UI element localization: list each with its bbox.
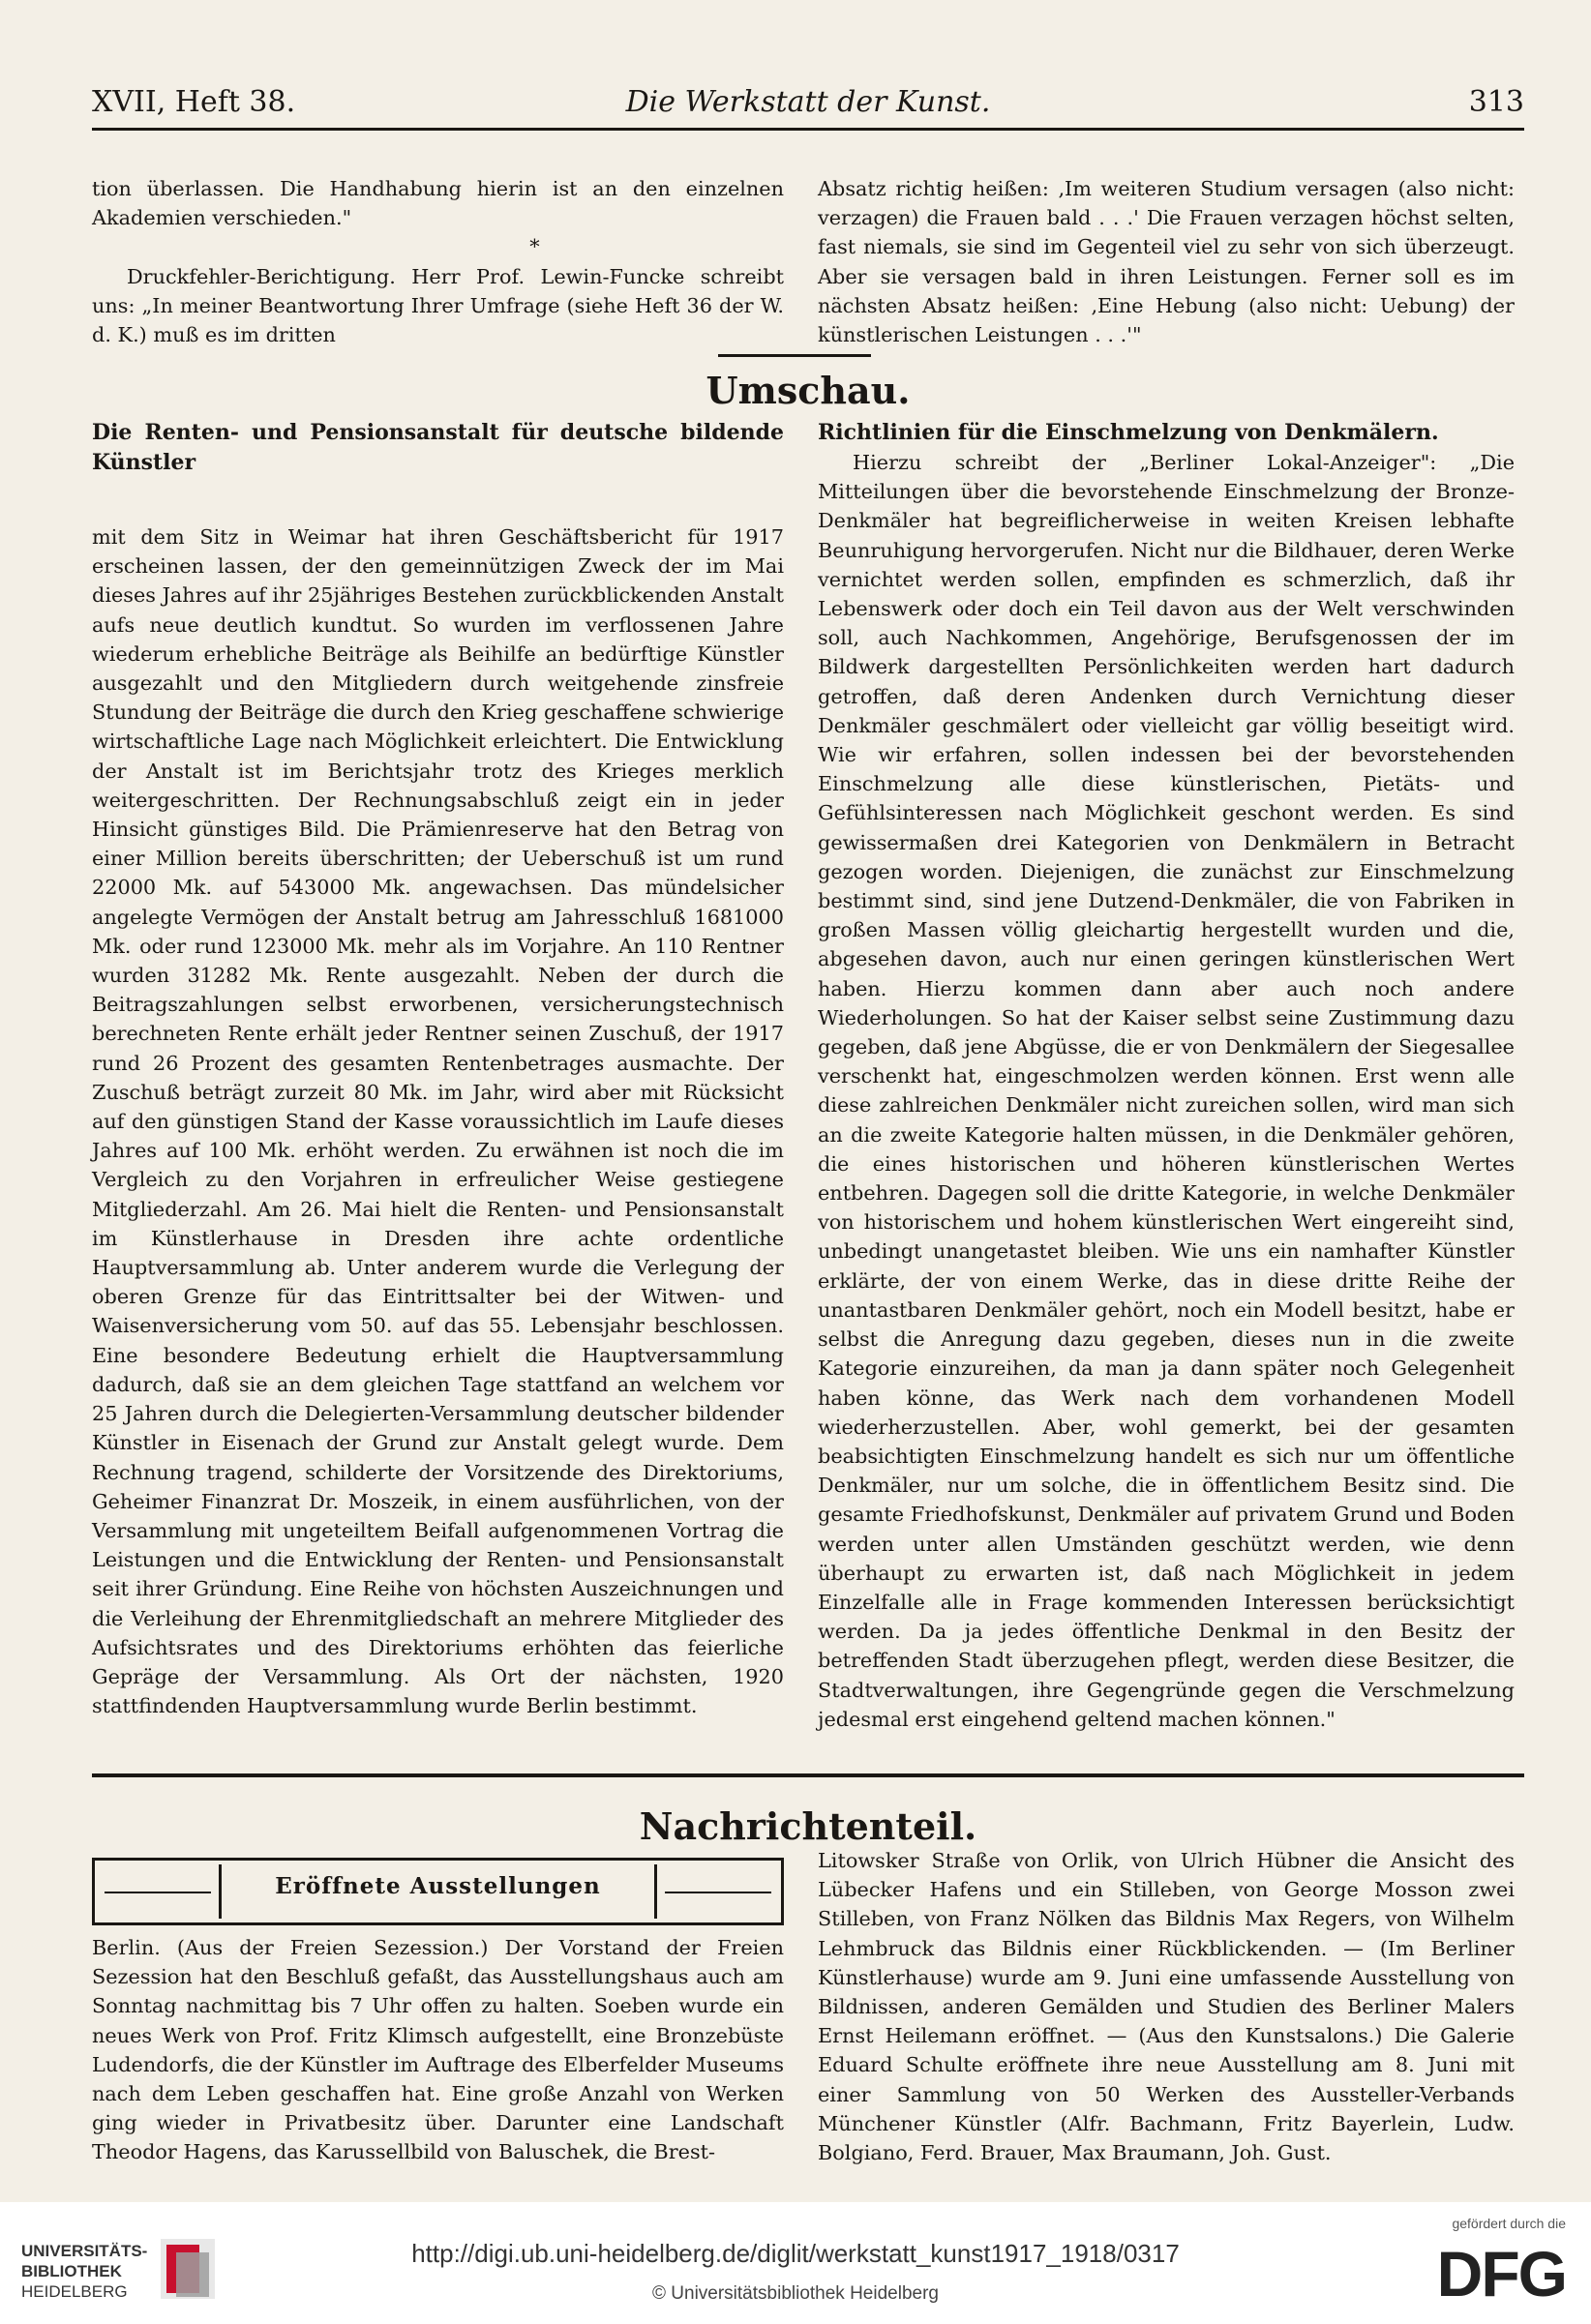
digitization-footer	[0, 2202, 1591, 2324]
exhibitions-box-label: Eröffnete Ausstellungen	[219, 1864, 657, 1919]
top-left-column	[92, 174, 784, 349]
funder-note: gefördert durch die	[1452, 2216, 1566, 2231]
top-left-paragraph-2: Druckfehler-Berichtigung. Herr Prof. Lewin-Funcke schreibt uns: „In meiner Beantwortung Ihrer Umfrage (siehe Heft 36 der W. d. K.) muß es im dritten	[92, 264, 784, 347]
box-right-line	[665, 1892, 771, 1893]
article-title-renten: Die Renten- und Pensionsanstalt für deutsche bildende Künstler	[92, 420, 784, 475]
nachrichten-right-column	[818, 1846, 1515, 2167]
section-rule	[92, 1773, 1524, 1777]
section-heading-umschau: Umschau.	[705, 369, 911, 412]
header-page-number: 313	[1468, 85, 1524, 119]
library-name-line3: HEIDELBERG	[21, 2282, 128, 2301]
top-left-paragraph-1: tion überlassen. Die Handhabung hierin ist an den einzelnen Akademien verschieden."	[92, 177, 784, 230]
exhibitions-box	[92, 1858, 784, 1925]
copyright-notice: © Universitätsbibliothek Heidelberg	[652, 2283, 939, 2304]
running-header	[92, 85, 1524, 134]
top-right-paragraph-1: Absatz richtig heißen: ‚Im weiteren Studium versagen (also nicht: verzagen) die Frauen bald . . .' Die Frauen verzagen höchst selten, fast niemals, sie sind im Gegenteil viel zu sehr von sich überzeugt. Aber sie versagen bald in ihren Leistungen. Ferner soll es im nächsten Absatz heißen: ‚Eine Hebung (also nicht: Uebung) der künstlerischen Leistungen . . .'"	[818, 177, 1515, 347]
article-body-renten: mit dem Sitz in Weimar hat ihren Geschäftsbericht für 1917 erscheinen lassen, der den gemeinnützigen Zweck der im Mai dieses Jahres auf ihr 25jähriges Bestehen zurückblickenden Anstalt aufs neue deutlich kundtut. So wurden im verflossenen Jahre wiederum erhebliche Beiträge als Beihilfe an bedürftige Künstler ausgezahlt und den Mitgliedern durch weitgehende zinsfreie Stundung der Beiträge die durch den Krieg geschaffene schwierige wirtschaftliche Lage nach Möglichkeit erleichtert. Die Entwicklung der Anstalt ist im Berichtsjahr trotz des Krieges merklich weitergeschritten. Der Rechnungsabschluß zeigt ein in jeder Hinsicht günstiges Bild. Die Prämienreserve hat den Betrag von einer Million bereits überschritten; der Ueberschuß ist um rund 22000 Mk. auf 543000 Mk. angewachsen. Das mündelsicher angelegte Vermögen der Anstalt betrug am Jahresschluß 1681000 Mk. oder rund 123000 Mk. mehr als im Vorjahre. An 110 Rentner wurden 31282 Mk. Rente ausgezahlt. Neben der durch die Beitragszahlungen selbst erworbenen, versicherungstechnisch berechneten Rente erhält jeder Rentner seinen Zuschuß, der 1917 rund 26 Prozent des gesamten Rentenbetrages ausmachte. Der Zuschuß beträgt zurzeit 80 Mk. im Jahr, wird aber mit Rücksicht auf den günstigen Stand der Kasse voraussichtlich im Laufe dieses Jahres auf 100 Mk. erhöht werden. Zu erwähnen ist noch die im Vergleich zu den Vorjahren in erfreulicher Weise gestiegene Mitgliederzahl. Am 26. Mai hielt die Renten- und Pensionsanstalt im Künstlerhause in Dresden ihre achte ordentliche Hauptversammlung ab. Unter anderem wurde die Verlegung der oberen Grenze für das Eintrittsalter bei der Witwen- und Waisenversicherung vom 50. auf das 55. Lebensjahr beschlossen. Eine besondere Bedeutung erhielt die Hauptversammlung dadurch, daß sie an dem gleichen Tage stattfand an welchem vor 25 Jahren durch die Delegierten-Versammlung deutscher bildender Künstler in Eisenach der Grund zur Anstalt gelegt wurde. Dem Rechnung tragend, schilderte der Vorsitzende des Direktoriums, Geheimer Finanzrat Dr. Moszeik, in einem ausführlichen, von der Versammlung mit ungeteiltem Beifall aufgenommenen Vortrag die Leistungen und die Entwicklung der Renten- und Pensionsanstalt seit ihrer Gründung. Eine Reihe von höchsten Auszeichnungen und die Verleihung der Ehrenmitgliedschaft an mehrere Mitglieder des Aufsichtsrates und des Direktoriums erhöhten das feierliche Gepräge der Versammlung. Als Ort der nächsten, 1920 stattfindenden Hauptversammlung wurde Berlin bestimmt.	[92, 525, 784, 1718]
library-name-line1: UNIVERSITÄTS-	[21, 2242, 148, 2260]
header-rule	[92, 128, 1524, 131]
news-berlin-paragraph: Berlin. (Aus der Freien Sezession.) Der Vorstand der Freien Sezession hat den Beschluß gefaßt, das Ausstellungshaus auch am Sonntag nachmittag bis 7 Uhr offen zu halten. Soeben wurde ein neues Werk von Prof. Fritz Klimsch aufgestellt, eine Bronzebüste Ludendorfs, die der Künstler im Auftrage des Elberfelder Museums nach dem Leben geschaffen hat. Eine große Anzahl von Werken ging wieder in Privatbesitz über. Darunter eine Landschaft Theodor Hagens, das Karussellbild von Baluschek, die Brest-	[92, 1936, 784, 2164]
umschau-right-column	[818, 418, 1515, 1734]
article-body-denkmaeler: Hierzu schreibt der „Berliner Lokal-Anzeiger": „Die Mitteilungen über die bevorstehende Einschmelzung der Bronze-Denkmäler hat begreiflicherweise in weiten Kreisen lebhafte Beunruhigung hervorgerufen. Nicht nur die Bildhauer, deren Werke vernichtet werden sollen, empfinden es schmerzlich, daß ihr Lebenswerk oder doch ein Teil davon aus der Welt verschwinden soll, auch Nachkommen, Angehörige, Berufsgenossen der im Bildwerk dargestellten Persönlichkeiten werden hart dadurch getroffen, daß deren Andenken durch Vernichtung dieser Denkmäler geschmälert oder vielleicht gar völlig beseitigt wird. Wie wir erfahren, sollen indessen bei der bevorstehenden Einschmelzung alle diese künstlerischen, Pietäts- und Gefühlsinteressen nach Möglichkeit geschont werden. Es sind gewissermaßen drei Kategorien von Denkmälern in Betracht gezogen worden. Diejenigen, die zunächst zur Einschmelzung bestimmt sind, sind jene Dutzend-Denkmäler, die von Fabriken in großen Massen völlig gleichartig hergestellt wurden und die, abgesehen davon, auch nur einen geringen künstlerischen Wert haben. Hierzu kommen dann aber auch noch andere Wiederholungen. So hat der Kaiser selbst seine Zustimmung dazu gegeben, daß jene Abgüsse, die er von Denkmälern der Siegesallee verschenkt hat, eingeschmolzen werden können. Erst wenn alle diese zahlreichen Denkmäler nicht zureichen sollen, wird man sich an die zweite Kategorie halten müssen, in die Denkmäler gehören, die eines historischen und höheren künstlerischen Wertes entbehren. Dagegen soll die dritte Kategorie, in welche Denkmäler von historischem und hohem künstlerischen Wert eingereiht sind, unbedingt unangetastet bleiben. Wie uns ein namhafter Künstler erklärte, der von einem Werke, das in diese dritte Reihe der unantastbaren Denkmäler gehört, noch ein Modell besitzt, habe er selbst die Anregung dazu gegeben, dieses nun in die zweite Kategorie einzureihen, da man ja dann später noch Gelegenheit haben könne, das Werk nach dem vorhandenen Modell wiederherzustellen. Aber, wohl gemerkt, bei der gesamten beabsichtigten Einschmelzung handelt es sich nur um öffentliche Denkmäler, nur um solche, die in öffentlichem Besitz sind. Die gesamte Friedhofskunst, Denkmäler auf privatem Grund und Boden werden unter allen Umständen geschützt werden, wie denn überhaupt zu erwarten ist, daß nach Möglichkeit in jedem Einzelfalle alle in Frage kommenden Interessen berücksichtigt werden. Da ja jedes öffentliche Denkmal in den Besitz der betreffenden Stadt überzugehen pflegt, werden diese Besitzer, die Stadtverwaltungen, ihre Gegengründe gegen die Verschmelzung jedesmal erst eingehend geltend machen können."	[818, 451, 1515, 1731]
short-divider-rule	[718, 354, 871, 357]
section-heading-nachrichten: Nachrichtenteil.	[639, 1804, 977, 1848]
umschau-left-column	[92, 418, 784, 1720]
library-name-line2: BIBLIOTHEK	[21, 2262, 122, 2280]
top-right-column	[818, 174, 1515, 349]
nachrichten-left-column	[92, 1933, 784, 2167]
box-left-line	[105, 1892, 211, 1893]
article-title-denkmaeler: Richtlinien für die Einschmelzung von Denkmälern.	[818, 420, 1439, 445]
permalink-url[interactable]: http://digi.ub.uni-heidelberg.de/diglit/werkstatt_kunst1917_1918/0317	[411, 2239, 1180, 2268]
news-continuation-paragraph: Litowsker Straße von Orlik, von Ulrich Hübner die Ansicht des Lübecker Hafens und ein Stilleben, von George Mosson zwei Stilleben, von Franz Nölken das Bildnis Max Regers, von Wilhelm Lehmbruck das Bildnis einer Rückblickenden. — (Im Berliner Künstlerhause) wurde am 9. Juni eine umfassende Ausstellung von Bildnissen, anderen Gemälden und Studien des Berliner Malers Ernst Heilemann eröffnet. — (Aus den Kunstsalons.) Die Galerie Eduard Schulte eröffnete ihre neue Ausstellung am 8. Juni mit einer Sammlung von 50 Werken des Aussteller-Verbands Münchener Künstler (Alfr. Bachmann, Fritz Bayerlein, Ludw. Bolgiano, Ferd. Brauer, Max Braumann, Joh. Gust.	[818, 1849, 1515, 2165]
header-journal-title: Die Werkstatt der Kunst.	[625, 85, 991, 119]
header-volume: XVII, Heft 38.	[92, 85, 296, 119]
asterisk-separator: *	[529, 235, 540, 259]
dfg-logo: DFG	[1436, 2238, 1566, 2309]
